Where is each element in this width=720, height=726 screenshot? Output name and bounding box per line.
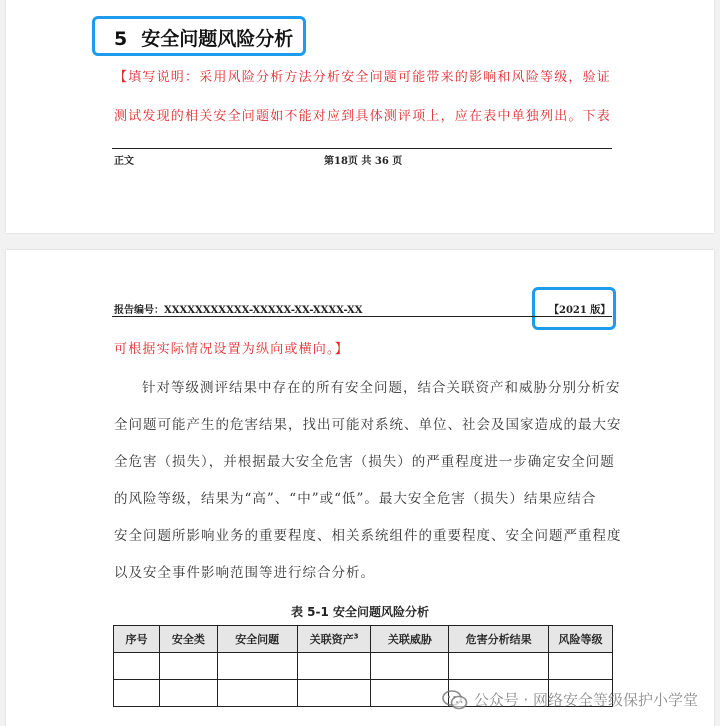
paragraph-line: 的风险等级，结果为“高”、“中”或“低”。最大安全危害（损失）结果应结合 (114, 491, 597, 507)
col-header-index: 序号 (114, 626, 160, 653)
table-cell[interactable] (297, 680, 371, 707)
paragraph-line: 全危害（损失），并根据最大安全危害（损失）的严重程度进一步确定安全问题 (114, 454, 615, 470)
document-page-19 (6, 250, 714, 726)
table-cell[interactable] (297, 653, 371, 680)
table-cell[interactable] (449, 653, 549, 680)
document-page-18 (6, 0, 714, 233)
table-cell[interactable] (549, 653, 613, 680)
table-cell[interactable] (371, 680, 449, 707)
table-cell[interactable] (114, 680, 160, 707)
footer-rule (112, 148, 612, 149)
paragraph-line: 以及安全事件影响范围等进行综合分析。 (114, 565, 375, 581)
version-label: 【2021 版】 (549, 305, 611, 316)
footer-section-label: 正文 (114, 156, 134, 167)
table-cell[interactable] (217, 680, 297, 707)
report-number: 报告编号：XXXXXXXXXXX-XXXXX-XX-XXXX-XX (114, 305, 363, 316)
col-header-harm-result: 危害分析结果 (449, 626, 549, 653)
watermark-text: 公众号 · 网络安全等级保护小学堂 (473, 691, 698, 709)
paragraph-line: 安全问题所影响业务的重要程度、相关系统组件的重要程度、安全问题严重程度 (114, 528, 622, 544)
paragraph-line: 全问题可能产生的危害结果，找出可能对系统、单位、社会及国家造成的最大安 (114, 417, 622, 433)
instruction-continuation: 可根据实际情况设置为纵向或横向。】 (114, 342, 349, 357)
paragraph-line: 针对等级测评结果中存在的所有安全问题，结合关联资产和威胁分别分析安 (142, 380, 621, 396)
col-header-security-category: 安全类 (159, 626, 217, 653)
col-header-risk-level: 风险等级 (549, 626, 613, 653)
table-cell[interactable] (217, 653, 297, 680)
instruction-line-1: 【填写说明：采用风险分析方法分析安全问题可能带来的影响和风险等级，验证 (114, 70, 612, 85)
col-header-related-threat: 关联威胁 (371, 626, 449, 653)
col-header-security-issue: 安全问题 (217, 626, 297, 653)
col-header-related-asset (297, 626, 371, 653)
table-cell[interactable] (159, 653, 217, 680)
footnote-marker: 3 (353, 632, 359, 641)
wechat-icon (442, 690, 468, 710)
table-caption: 表 5-1 安全问题风险分析 (290, 605, 430, 619)
section-title: 安全问题风险分析 (141, 28, 294, 50)
instruction-line-2: 测试发现的相关安全问题如不能对应到具体测评项上，应在表中单独列出。下表 (114, 109, 612, 124)
table-cell[interactable] (159, 680, 217, 707)
section-heading (114, 24, 293, 51)
related-asset-label: 关联资产 (309, 633, 354, 646)
table-row (114, 653, 613, 680)
header-rule (112, 316, 612, 317)
table-cell[interactable] (114, 653, 160, 680)
table-header-row (114, 626, 613, 653)
watermark (442, 689, 698, 710)
section-number: 5 (114, 28, 128, 50)
table-cell[interactable] (371, 653, 449, 680)
footer-page-number: 第18页 共 36 页 (324, 156, 403, 167)
